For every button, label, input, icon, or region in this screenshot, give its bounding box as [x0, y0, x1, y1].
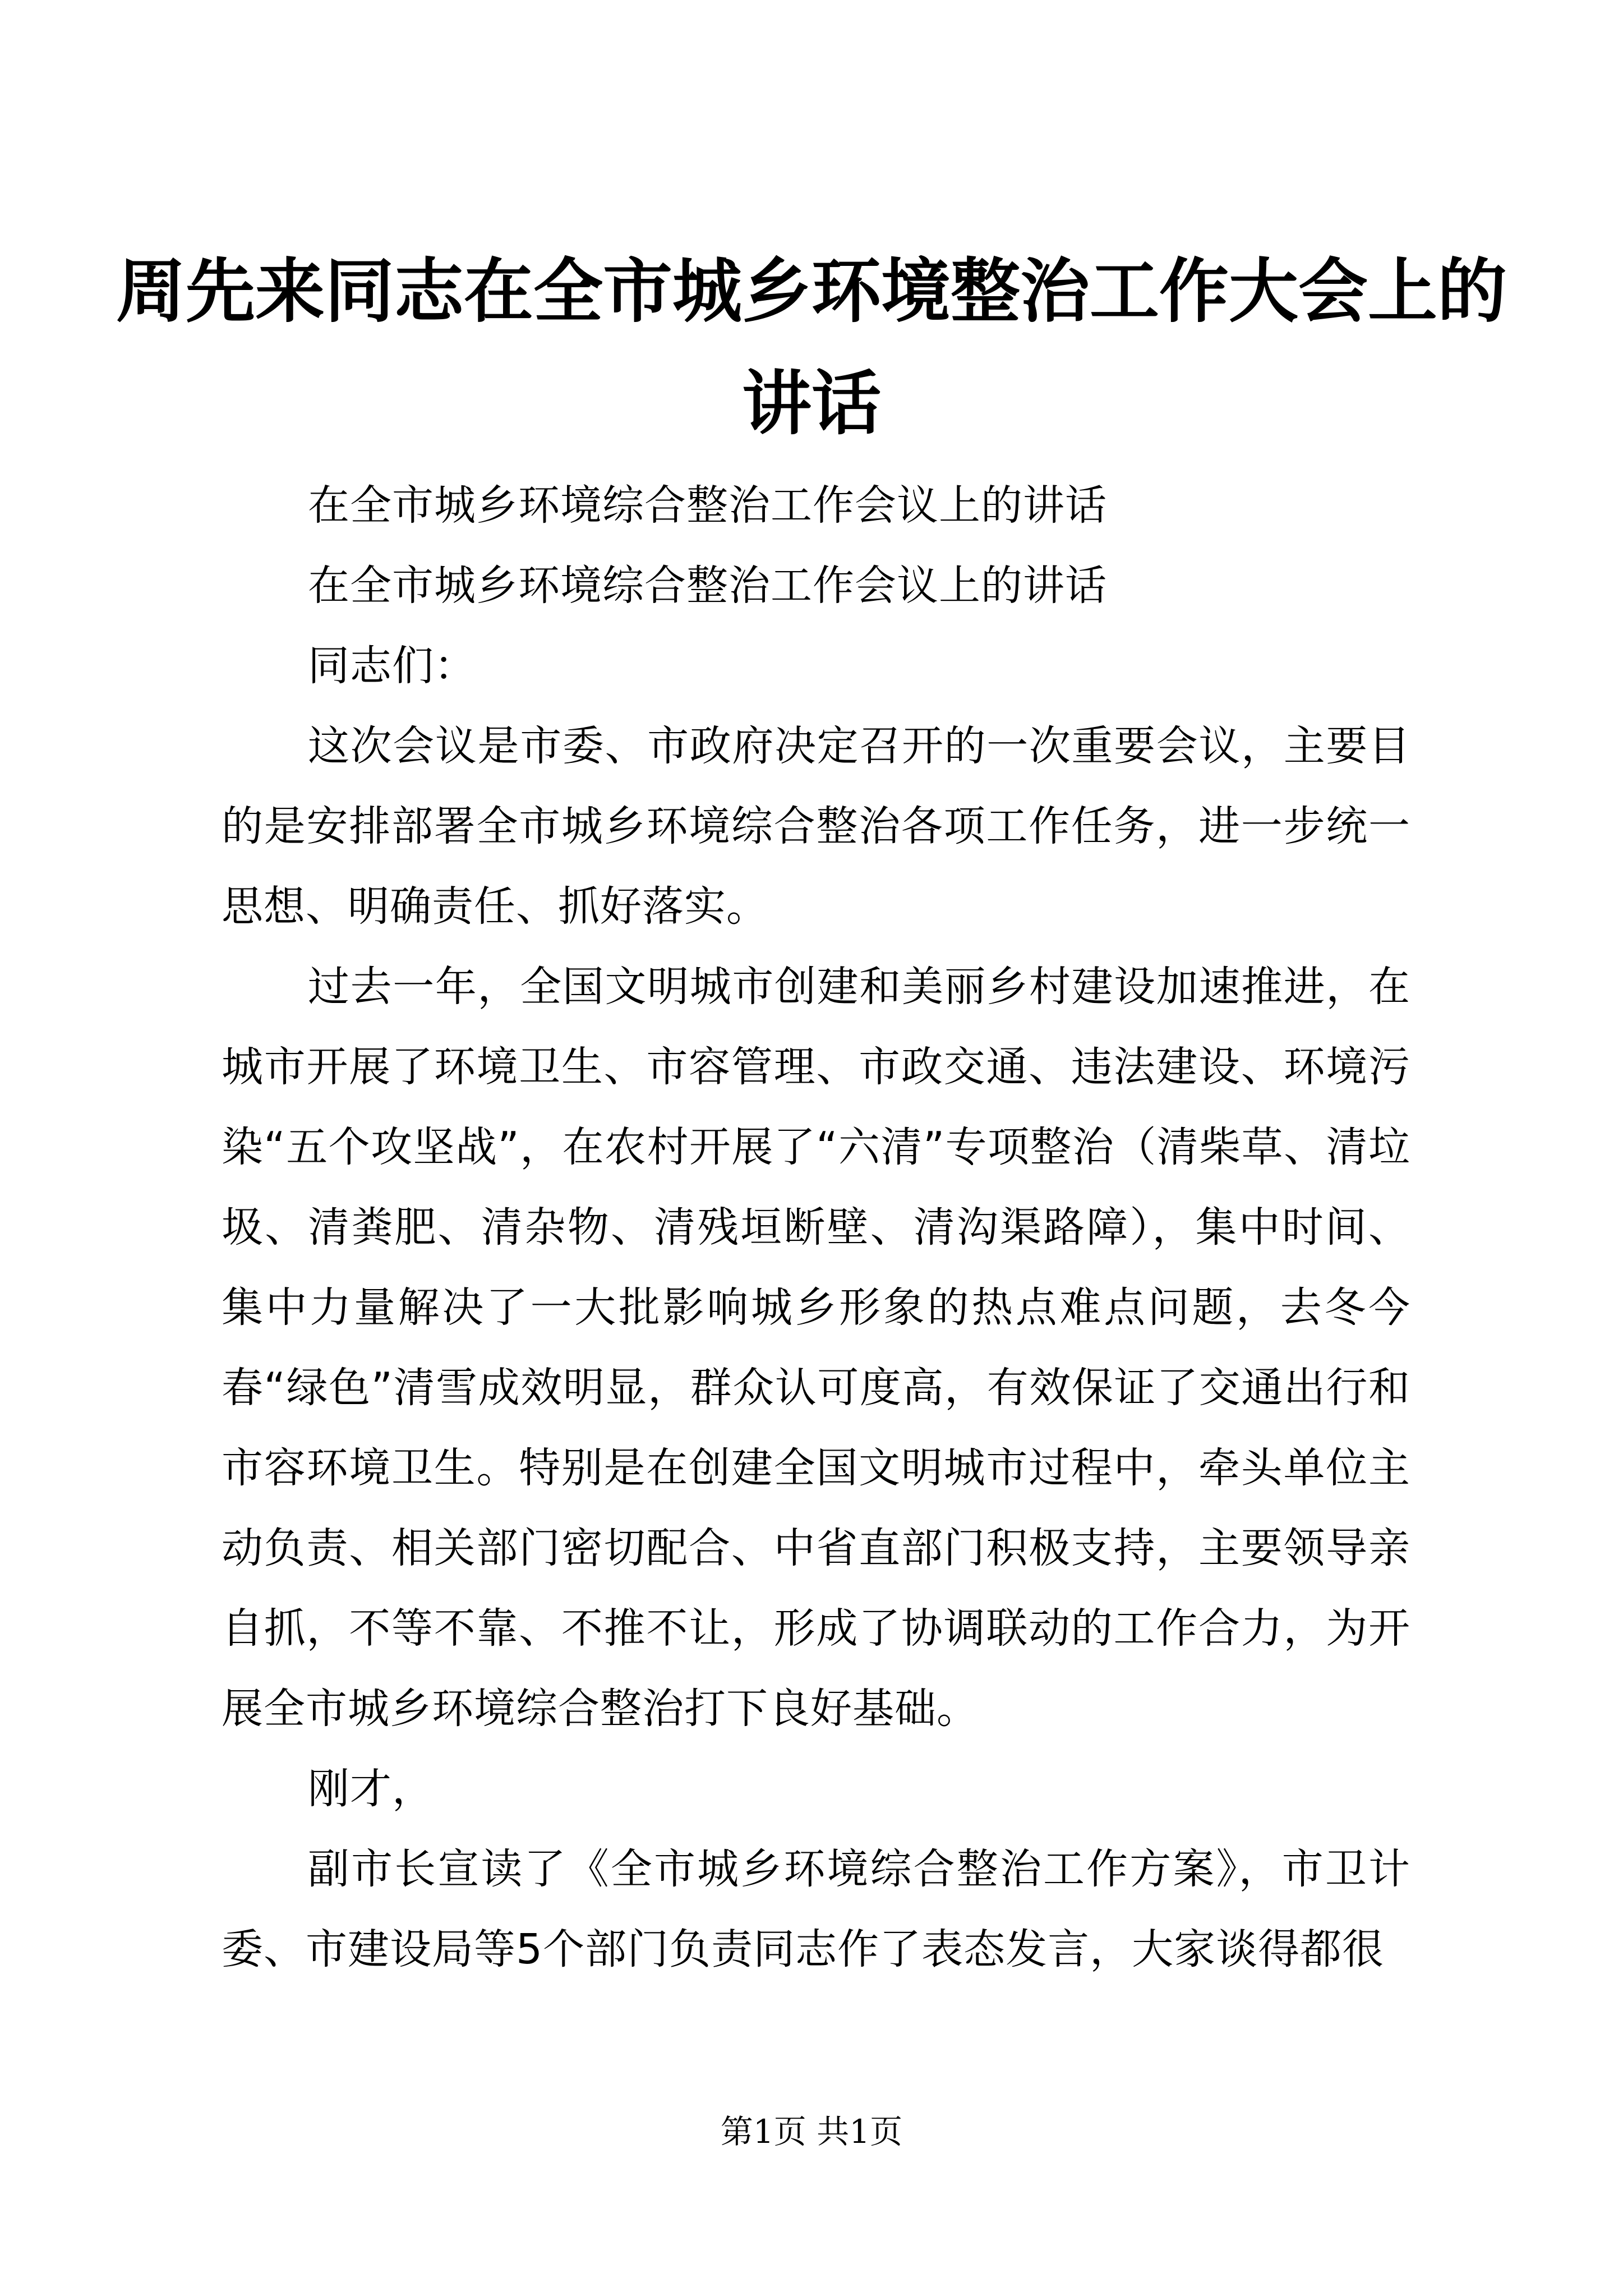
document-title-line-1: 周先来同志在全市城乡环境整治工作大会上的: [116, 251, 1507, 332]
paragraph-past-year-review: 过去一年，全国文明城市创建和美丽乡村建设加速推进，在城市开展了环境卫生、市容管理、市政交通、违法建设、环境污染“五个攻坚战”，在农村开展了“六清”专项整治（清柴草、清垃圾、清粪肥、清杂物、清残垣断壁、清沟渠路障），集中时间、集中力量解决了一大批影响城乡形象的热点难点问题，去冬今春“绿色”清雪成效明显，群众认可度高，有效保证了交通出行和市容环境卫生。特别是在创建全国文明城市过程中，牵头单位主动负责、相关部门密切配合、中省直部门积极支持，主要领导亲自抓，不等不靠、不推不让，形成了协调联动的工作合力，为开展全市城乡环境综合整治打下良好基础。: [222, 963, 1410, 1733]
document-body: [222, 466, 1410, 1990]
document-title-line-2: 讲话: [741, 363, 881, 444]
paragraph-vice-mayor-reading: 副市长宣读了《全市城乡环境综合整治工作方案》，市卫计委、市建设局等5个部门负责同志作了表态发言，大家谈得都很: [222, 1845, 1410, 1973]
paragraph-subtitle-2: 在全市城乡环境综合整治工作会议上的讲话: [308, 562, 1107, 610]
paragraph-subtitle-1: 在全市城乡环境综合整治工作会议上的讲话: [308, 481, 1107, 530]
document-title: [0, 236, 1623, 460]
page-number-footer: 第1页 共1页: [720, 2113, 903, 2151]
paragraph-just-now: 刚才，: [308, 1765, 434, 1813]
paragraph-salutation: 同志们：: [308, 642, 476, 690]
paragraph-meeting-purpose: 这次会议是市委、市政府决定召开的一次重要会议，主要目的是安排部署全市城乡环境综合整治各项工作任务，进一步统一思想、明确责任、抓好落实。: [222, 722, 1410, 931]
